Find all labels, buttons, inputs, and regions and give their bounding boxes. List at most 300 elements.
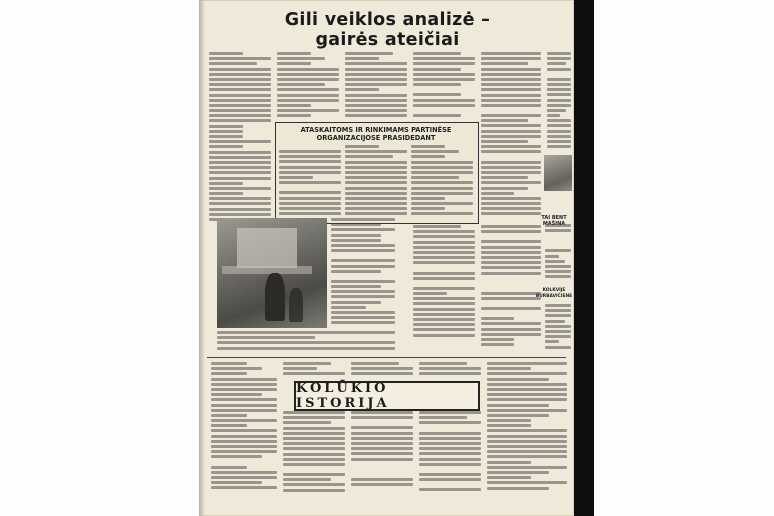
article-column-5 [413, 225, 475, 353]
text-line [545, 224, 571, 227]
photo-side-text [331, 218, 395, 328]
text-line [331, 228, 395, 231]
bottom-section-title: KOLŪKIO ISTORIJA [294, 381, 480, 411]
bottom-column-2 [283, 411, 345, 496]
text-line [413, 344, 475, 349]
text-line [209, 192, 243, 195]
text-line [481, 68, 541, 71]
text-line [547, 145, 571, 148]
text-line [481, 212, 541, 215]
text-line [277, 57, 325, 60]
text-line [419, 416, 467, 419]
text-line [279, 176, 313, 179]
text-line [481, 78, 541, 81]
text-line [209, 156, 271, 159]
text-line [283, 458, 345, 461]
text-line [209, 68, 271, 71]
text-line [211, 383, 277, 386]
text-line [331, 290, 395, 293]
text-line [283, 372, 345, 375]
text-line [209, 140, 271, 143]
text-line [419, 463, 481, 466]
text-line [413, 277, 475, 280]
text-line [419, 458, 481, 461]
text-line [209, 135, 243, 138]
text-line [209, 94, 271, 97]
text-line [351, 442, 413, 445]
photo-caption [217, 331, 395, 353]
text-line [487, 429, 567, 432]
text-line [487, 393, 567, 396]
text-line [279, 160, 341, 163]
text-line [345, 161, 407, 164]
text-line [283, 447, 345, 450]
text-line [277, 109, 339, 112]
text-line [413, 272, 475, 275]
text-line [547, 140, 571, 143]
text-line [487, 435, 567, 438]
text-line [209, 57, 271, 60]
text-line [547, 78, 571, 81]
text-line [283, 432, 345, 435]
bottom-column-4 [419, 411, 481, 496]
text-line [345, 83, 407, 86]
text-line [209, 182, 243, 185]
text-line [351, 488, 413, 493]
text-line [545, 275, 571, 278]
text-line [411, 176, 459, 179]
text-line [345, 68, 407, 71]
text-line [419, 362, 467, 365]
text-line [413, 246, 475, 249]
text-line [211, 429, 277, 432]
text-line [211, 378, 277, 381]
text-line [345, 88, 379, 91]
bottom-column-3 [351, 411, 413, 496]
text-line [487, 367, 531, 370]
text-line [481, 343, 514, 346]
text-line [481, 333, 541, 336]
text-line [545, 260, 565, 263]
text-line [211, 362, 247, 365]
text-line [209, 202, 271, 205]
text-line [277, 99, 339, 102]
text-line [481, 88, 541, 91]
text-line [481, 161, 541, 164]
text-line [283, 427, 345, 430]
text-line [211, 398, 277, 401]
text-line [481, 83, 541, 86]
text-line [331, 316, 395, 319]
article-column-6 [481, 52, 541, 222]
text-line [411, 166, 473, 169]
text-line [211, 424, 247, 427]
text-line [487, 461, 531, 464]
text-line [481, 124, 541, 127]
text-line [283, 416, 345, 419]
sidebar-box-title-line-1: ATASKAITOMS IR RINKIMAMS PARTINĖSE [300, 126, 452, 134]
text-line [411, 161, 473, 164]
text-line [279, 212, 341, 215]
text-line [481, 52, 541, 55]
text-line [277, 83, 325, 86]
text-line [481, 130, 541, 133]
text-line [345, 176, 407, 179]
text-line [345, 187, 407, 190]
text-line [481, 246, 541, 249]
sidebar-text-2 [345, 145, 407, 219]
text-line [209, 145, 243, 148]
text-line [481, 261, 541, 264]
text-line [331, 259, 395, 262]
text-line [211, 409, 277, 412]
text-line [547, 124, 571, 127]
text-line [413, 334, 475, 337]
text-line [217, 336, 315, 339]
text-line [413, 83, 461, 86]
text-line [331, 234, 381, 237]
text-line [345, 171, 407, 174]
text-line [411, 155, 445, 158]
text-line [279, 191, 341, 194]
text-line [277, 73, 339, 76]
text-line [481, 94, 541, 97]
text-line [209, 119, 271, 122]
scan-edge-strip [574, 0, 594, 516]
text-line [481, 114, 541, 117]
text-line [547, 52, 571, 55]
text-line [487, 450, 567, 453]
text-line [351, 367, 413, 370]
text-line [547, 135, 571, 138]
text-line [345, 104, 407, 107]
text-line [209, 99, 271, 102]
text-line [209, 78, 271, 81]
bottom-column-3-top [351, 362, 413, 379]
text-line [345, 114, 407, 117]
text-line [413, 235, 475, 238]
text-line [481, 135, 541, 138]
text-line [545, 270, 571, 273]
text-line [283, 367, 317, 370]
text-line [211, 367, 262, 370]
text-line [487, 440, 567, 443]
text-line [209, 62, 257, 65]
text-line [413, 251, 475, 254]
text-line [413, 104, 475, 107]
text-line [547, 68, 571, 71]
text-line [351, 426, 413, 429]
text-line [481, 156, 541, 161]
text-line [351, 437, 413, 440]
text-line [419, 372, 481, 375]
text-line [411, 212, 473, 215]
text-line [209, 166, 271, 169]
text-line [351, 483, 413, 486]
text-line [331, 285, 381, 288]
text-line [419, 447, 481, 450]
text-line [413, 302, 475, 305]
text-line [413, 313, 475, 316]
text-line [413, 241, 475, 244]
text-line [411, 181, 473, 184]
text-line [481, 57, 541, 60]
text-line [283, 442, 345, 445]
text-line [351, 416, 413, 419]
text-line [277, 62, 311, 65]
text-line [545, 325, 571, 328]
text-line [209, 125, 243, 128]
text-line [413, 93, 461, 96]
text-line [419, 442, 481, 445]
text-line [277, 78, 339, 81]
text-line [331, 280, 395, 283]
article-column-2 [277, 52, 339, 122]
text-line [411, 187, 473, 190]
text-line [413, 287, 475, 290]
text-line [481, 240, 541, 243]
right-column-text-2 [545, 224, 571, 284]
text-line [487, 409, 567, 412]
text-line [345, 57, 379, 60]
text-line [217, 341, 395, 344]
article-column-3 [345, 52, 407, 122]
text-line [331, 249, 395, 252]
text-line [283, 473, 345, 476]
text-line [211, 466, 247, 469]
page-edge-shadow [199, 0, 205, 516]
text-line [481, 166, 541, 169]
text-line [211, 471, 277, 474]
newspaper-photo [217, 218, 327, 328]
text-line [211, 481, 262, 484]
text-line [487, 414, 549, 417]
text-line [545, 255, 559, 258]
text-line [211, 486, 277, 489]
text-line [481, 328, 541, 331]
text-line [547, 57, 571, 60]
text-line [209, 130, 243, 133]
text-line [481, 140, 528, 143]
text-line [331, 311, 395, 314]
text-line [277, 88, 339, 91]
text-line [487, 419, 531, 422]
text-line [351, 458, 413, 461]
text-line [545, 340, 559, 343]
text-line [209, 83, 271, 86]
text-line [209, 208, 271, 211]
text-line [351, 372, 413, 375]
text-line [545, 314, 571, 317]
text-line [411, 171, 473, 174]
text-line [345, 150, 407, 153]
text-line [411, 197, 445, 200]
text-line [419, 427, 481, 432]
text-line [331, 321, 395, 324]
text-line [345, 181, 407, 184]
text-line [211, 372, 247, 375]
text-line [487, 372, 567, 375]
text-line [283, 489, 345, 492]
text-line [481, 73, 541, 76]
text-line [481, 225, 541, 228]
text-line [411, 207, 445, 210]
text-line [547, 62, 566, 65]
text-line [545, 304, 571, 307]
text-line [481, 202, 541, 205]
text-line [481, 150, 541, 153]
text-line [413, 297, 475, 300]
text-line [545, 309, 571, 312]
text-line [413, 261, 475, 264]
text-line [211, 404, 277, 407]
text-line [547, 109, 566, 112]
text-line [545, 330, 571, 333]
text-line [345, 99, 407, 102]
text-line [487, 481, 567, 484]
right-heading-2-line-1: KOLKVIJE [542, 288, 566, 293]
text-line [345, 52, 393, 55]
text-line [413, 308, 475, 311]
text-line [345, 166, 407, 169]
text-line [345, 109, 407, 112]
text-line [481, 187, 528, 190]
text-line [487, 378, 549, 381]
headline-line-2: gairės ateičiai [315, 30, 460, 50]
text-line [481, 62, 528, 65]
text-line [345, 207, 407, 210]
text-line [283, 362, 331, 365]
text-line [413, 292, 447, 295]
text-line [351, 452, 413, 455]
sidebar-text-3 [411, 145, 473, 219]
section-divider [207, 357, 566, 358]
text-line [413, 78, 475, 81]
text-line [547, 99, 571, 102]
text-line [481, 171, 541, 174]
article-column-1 [209, 52, 271, 227]
text-line [209, 187, 271, 190]
text-line [411, 192, 473, 195]
text-line [345, 192, 407, 195]
right-column-text-3 [545, 304, 571, 352]
text-line [277, 104, 311, 107]
text-line [279, 171, 341, 174]
text-line [487, 445, 567, 448]
text-line [413, 323, 475, 326]
text-line [351, 447, 413, 450]
text-line [545, 265, 571, 268]
text-line [481, 307, 541, 310]
text-line [547, 88, 571, 91]
text-line [545, 249, 571, 252]
text-line [419, 421, 481, 424]
text-line [279, 166, 341, 169]
text-line [487, 404, 549, 407]
text-line [481, 338, 514, 341]
text-line [209, 88, 271, 91]
text-line [419, 452, 481, 455]
text-line [351, 478, 413, 481]
text-line [209, 177, 271, 180]
text-line [211, 461, 277, 466]
text-line [279, 155, 341, 158]
text-line [413, 57, 475, 60]
text-line [331, 218, 395, 221]
text-line [481, 266, 541, 269]
text-line [547, 104, 571, 107]
text-line [545, 229, 571, 232]
text-line [279, 207, 341, 210]
text-line [411, 202, 473, 205]
text-line [481, 207, 541, 210]
article-column-4 [413, 52, 475, 122]
text-line [545, 335, 571, 338]
text-line [487, 362, 567, 365]
text-line [331, 270, 381, 273]
text-line [487, 487, 549, 490]
text-line [413, 68, 461, 71]
text-line [209, 161, 271, 164]
text-line [481, 181, 541, 184]
text-line [345, 73, 407, 76]
text-line [283, 483, 345, 486]
text-line [481, 176, 528, 179]
text-line [345, 62, 407, 65]
text-line [277, 52, 311, 55]
text-line [277, 94, 339, 97]
text-line [331, 265, 395, 268]
bottom-column-1 [211, 362, 277, 494]
text-line [331, 244, 395, 247]
text-line [209, 213, 271, 216]
text-line [351, 473, 413, 478]
text-line [283, 421, 331, 424]
text-line [487, 455, 567, 458]
text-line [413, 62, 475, 65]
text-line [211, 455, 262, 458]
bottom-column-4-top [419, 362, 481, 379]
text-line [211, 419, 277, 422]
text-line [481, 287, 541, 292]
text-line [481, 145, 541, 148]
bottom-column-2-top [283, 362, 345, 379]
text-line [481, 119, 528, 122]
text-line [481, 99, 541, 102]
text-line [481, 251, 541, 254]
text-line [279, 181, 341, 184]
text-line [331, 239, 381, 242]
text-line [211, 476, 277, 479]
text-line [217, 331, 395, 334]
text-line [279, 197, 341, 200]
text-line [211, 435, 277, 438]
text-line [419, 411, 481, 414]
text-line [547, 119, 571, 122]
text-line [419, 488, 481, 491]
right-heading-1: TAI BENT MAŠINA [541, 215, 567, 227]
text-line [481, 256, 541, 259]
text-line [211, 450, 277, 453]
text-line [283, 411, 345, 414]
text-line [345, 78, 407, 81]
text-line [481, 317, 514, 320]
text-line [487, 398, 567, 401]
bottom-column-5 [487, 362, 567, 494]
text-line [283, 437, 345, 440]
text-line [413, 52, 461, 55]
text-line [547, 114, 560, 117]
